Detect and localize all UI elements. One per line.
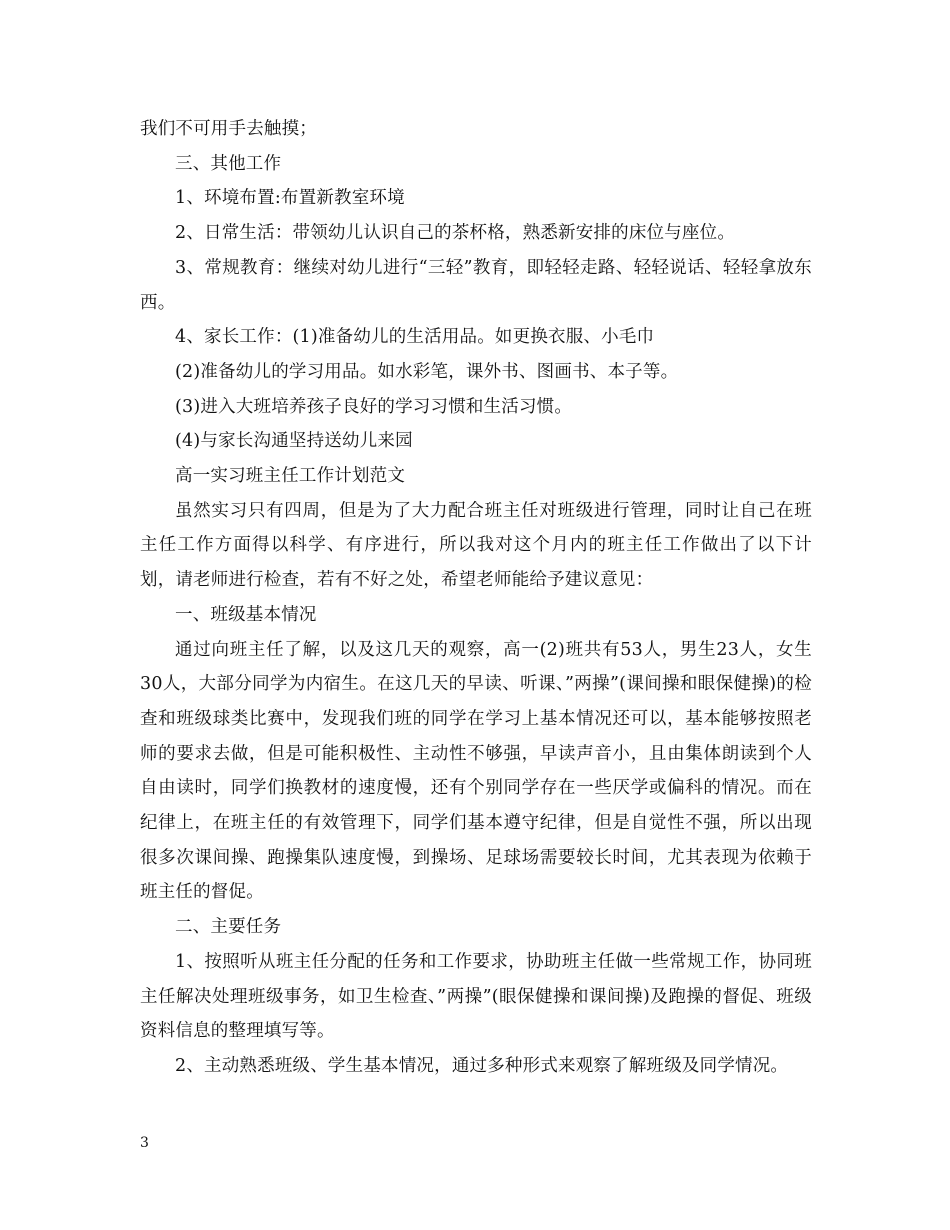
page-number: 3 bbox=[140, 1135, 149, 1151]
paragraph: 通过向班主任了解，以及这几天的观察，高一(2)班共有53人，男生23人，女生30人，大部分同学为内宿生。在这几天的早读、听课、”两操”(课间操和眼保健操)的检查和班级球类比赛中，发现我们班的同学在学习上基本情况还可以，基本能够按照老师的要求去做，但是可能积极性、主动性不够强，早读声音小，且由集体朗读到个人自由读时，同学们换教材的速度慢，还有个别同学存在一些厌学或偏科的情况。而在纪律上，在班主任的有效管理下，同学们基本遵守纪律，但是自觉性不强，所以出现很多次课间操、跑操集队速度慢，到操场、足球场需要较长时间，尤其表现为依赖于班主任的督促。 bbox=[140, 639, 812, 903]
paragraph: 3、常规教育：继续对幼儿进行“三轻”教育，即轻轻走路、轻轻说话、轻轻拿放东西。 bbox=[140, 257, 812, 313]
paragraph: 2、日常生活：带领幼儿认识自己的茶杯格，熟悉新安排的床位与座位。 bbox=[175, 223, 736, 244]
paragraph: 2、主动熟悉班级、学生基本情况，通过多种形式来观察了解班级及同学情况。 bbox=[175, 1055, 789, 1076]
document-body bbox=[140, 112, 812, 1084]
paragraph: (2)准备幼儿的学习用品。如水彩笔，课外书、图画书、本子等。 bbox=[175, 361, 679, 382]
section-heading-other-work: 三、其他工作 bbox=[175, 153, 282, 174]
paragraph: 我们不可用手去触摸； bbox=[140, 119, 317, 139]
paragraph: 1、环境布置:布置新教室环境 bbox=[175, 188, 405, 209]
section-heading-main-tasks: 二、主要任务 bbox=[175, 917, 282, 938]
paragraph: 1、按照听从班主任分配的任务和工作要求，协助班主任做一些常规工作，协同班主任解决处理班级事务，如卫生检查、”两操”(眼保健操和课间操)及跑操的督促、班级资料信息的整理填写等。 bbox=[140, 951, 812, 1042]
document-title: 高一实习班主任工作计划范文 bbox=[175, 466, 406, 487]
section-heading-class-situation: 一、班级基本情况 bbox=[175, 604, 317, 625]
paragraph: (3)进入大班培养孩子良好的学习习惯和生活习惯。 bbox=[175, 396, 573, 417]
paragraph: (4)与家长沟通坚持送幼儿来园 bbox=[175, 431, 413, 452]
paragraph: 虽然实习只有四周，但是为了大力配合班主任对班级进行管理，同时让自己在班主任工作方面得以科学、有序进行，所以我对这个月内的班主任工作做出了以下计划，请老师进行检查，若有不好之处，希望老师能给予建议意见： bbox=[140, 500, 812, 591]
paragraph: 4、家长工作：(1)准备幼儿的生活用品。如更换衣服、小毛巾 bbox=[175, 327, 655, 348]
